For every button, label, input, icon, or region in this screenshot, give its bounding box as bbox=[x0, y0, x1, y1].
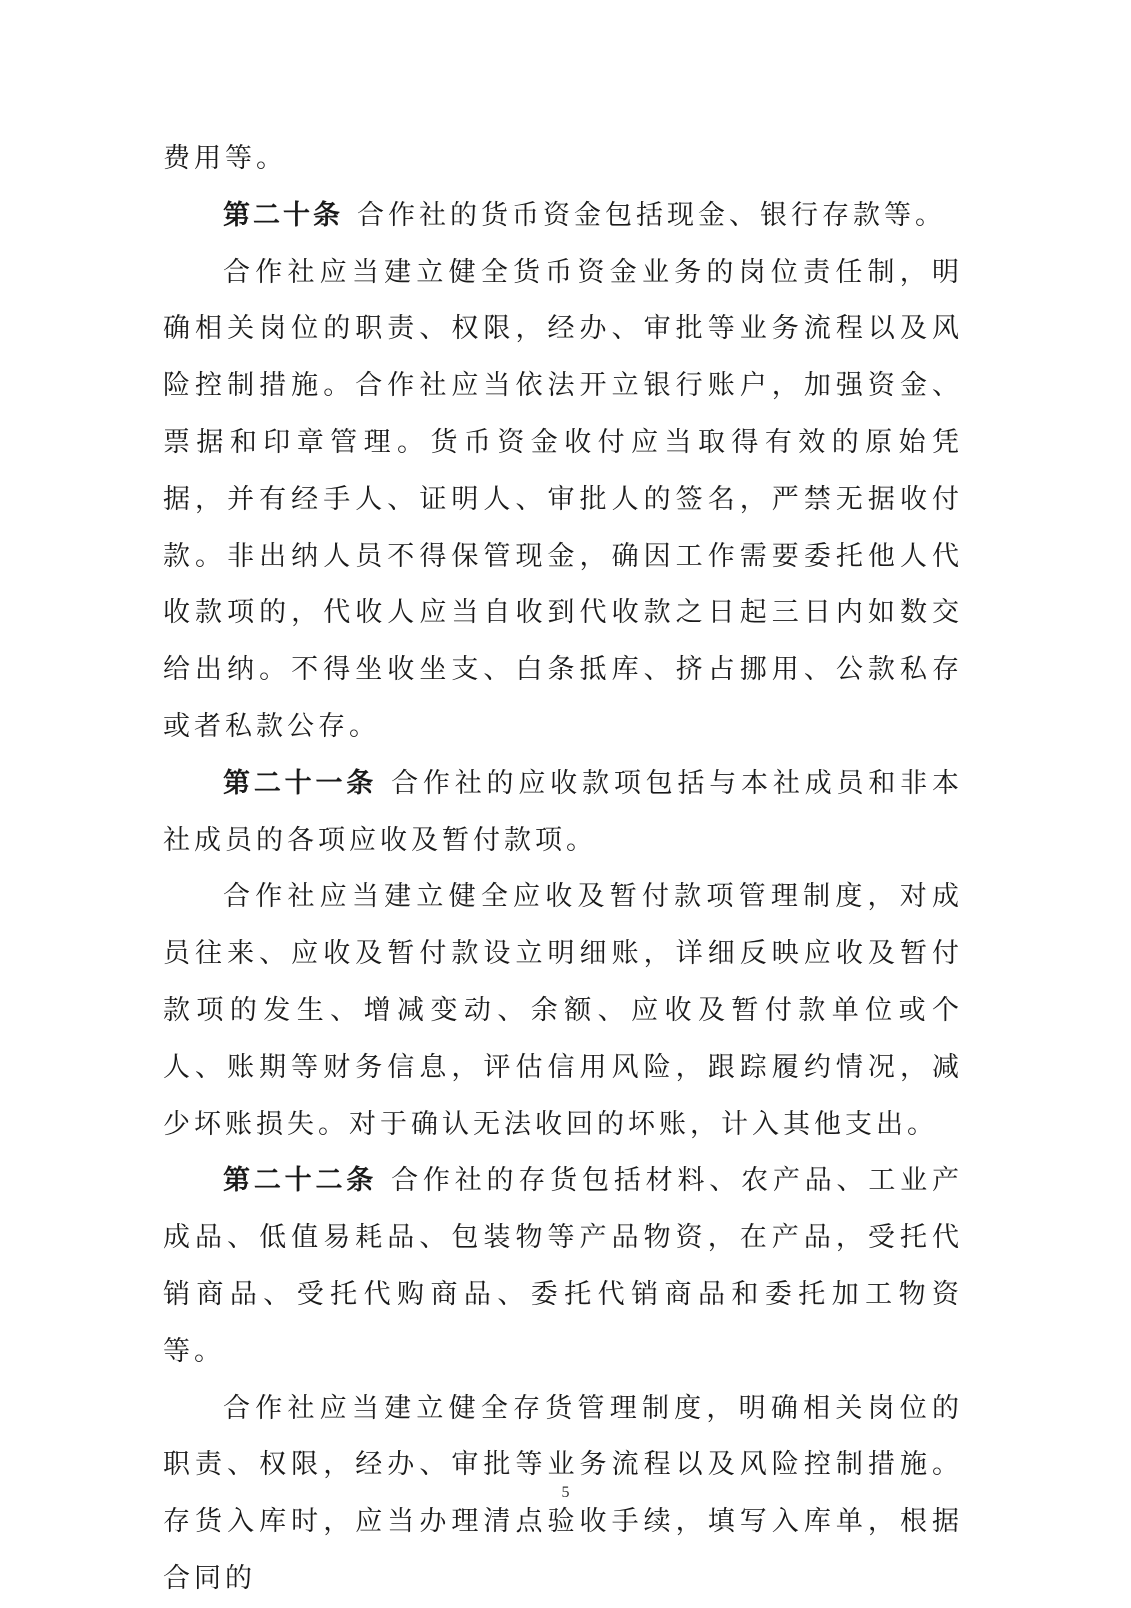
paragraph-continuation bbox=[163, 131, 963, 188]
article-21 bbox=[163, 756, 963, 870]
article-22 bbox=[163, 1153, 963, 1380]
paragraph-text: 合作社应当建立健全货币资金业务的岗位责任制，明确相关岗位的职责、权限，经办、审批等业务流程以及风险控制措施。合作社应当依法开立银行账户，加强资金、票据和印章管理。货币资金收付应当取得有效的原始凭据，并有经手人、证明人、审批人的签名，严禁无据收付款。非出纳人员不得保管现金，确因工作需要委托他人代收款项的，代收人应当自收到代收款之日起三日内如数交给出纳。不得坐收坐支、白条抵库、挤占挪用、公款私存或者私款公存。 bbox=[163, 256, 963, 742]
article-20-paragraph-2 bbox=[163, 245, 963, 756]
paragraph-text: 费用等。 bbox=[163, 143, 287, 174]
paragraph-text: 合作社的存货包括材料、农产品、工业产成品、低值易耗品、包装物等产品物资，在产品，受托代销商品、受托代购商品、委托代销商品和委托加工物资等。 bbox=[163, 1165, 964, 1367]
paragraph-text: 合作社应当建立健全应收及暂付款项管理制度，对成员往来、应收及暂付款设立明细账，详细反映应收及暂付款项的发生、增减变动、余额、应收及暂付款单位或个人、账期等财务信息，评估信用风险，跟踪履约情况，减少坏账损失。对于确认无法收回的坏账，计入其他支出。 bbox=[163, 881, 963, 1140]
paragraph-text: 合作社应当建立健全存货管理制度，明确相关岗位的职责、权限，经办、审批等业务流程以及风险控制措施。存货入库时，应当办理清点验收手续，填写入库单，根据合同的 bbox=[163, 1392, 963, 1594]
paragraph-text: 合作社的应收款项包括与本社成员和非本社成员的各项应收及暂付款项。 bbox=[163, 767, 964, 856]
article-20 bbox=[163, 188, 963, 245]
page-number: 5 bbox=[561, 1484, 570, 1501]
article-21-paragraph-2 bbox=[163, 869, 963, 1153]
article-heading: 第二十一条 bbox=[223, 767, 378, 799]
article-heading: 第二十二条 bbox=[223, 1165, 378, 1197]
body-text bbox=[163, 131, 963, 1608]
article-heading: 第二十条 bbox=[223, 199, 343, 231]
paragraph-text: 合作社的货币资金包括现金、银行存款等。 bbox=[357, 199, 946, 231]
